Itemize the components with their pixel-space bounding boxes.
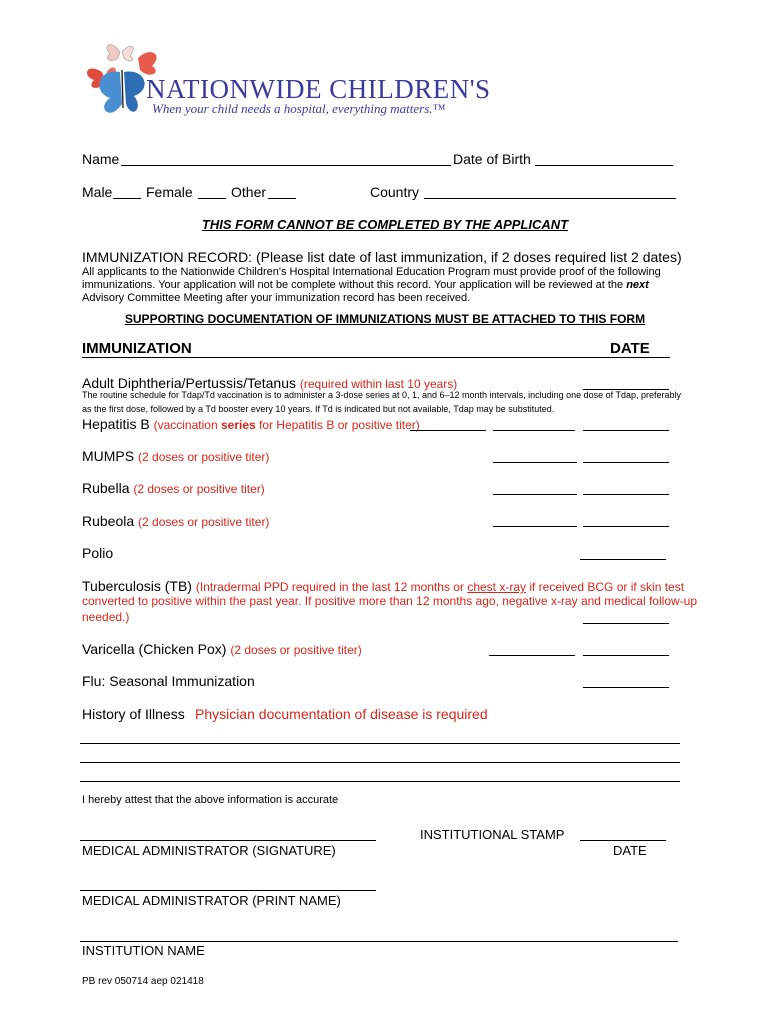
item-rubeola [82,513,269,529]
mumps-date-field-2[interactable] [583,462,669,463]
record-heading: IMMUNIZATION RECORD: (Please list date of last immunization, if 2 doses required list 2 dates) [82,249,682,265]
signature-label: MEDICAL ADMINISTRATOR (SIGNATURE) [82,843,336,858]
institutional-stamp-label: INSTITUTIONAL STAMP [420,827,565,842]
rubeola-note: (2 doses or positive titer) [138,515,270,529]
hepb-date-field-1[interactable] [410,430,486,431]
dob-field[interactable] [535,165,673,166]
tb-note-line-2: converted to positive within the past year. If positive more than 12 months ago, negative x-ray and medical follow-up [82,594,697,608]
item-hepatitis-b [82,416,420,432]
hepb-date-field-2[interactable] [493,430,575,431]
history-line-1[interactable] [80,743,680,744]
dpt-detail-1: The routine schedule for Tdap/Td vaccination is to administer a 3-dose series at 0, 1, and 6–12 month intervals, including one dose of Tdap, preferably [82,390,682,400]
tb-note-a: (Intradermal PPD required in the last 12 months or [195,580,468,594]
tb-note-chest-xray: chest x-ray [467,580,526,594]
supporting-notice: SUPPORTING DOCUMENTATION OF IMMUNIZATIONS MUST BE ATTACHED TO THIS FORM [124,312,646,326]
male-field[interactable] [113,198,141,199]
varicella-date-field-2[interactable] [583,655,669,656]
history-line-2[interactable] [80,762,680,763]
varicella-date-field-1[interactable] [489,655,575,656]
tb-note-line-3: needed.) [82,610,130,624]
signature-date-label: DATE [613,843,647,858]
signature-field[interactable] [80,840,376,841]
rubeola-date-field-2[interactable] [583,526,669,527]
rubella-note: (2 doses or positive titer) [133,482,265,496]
hepb-name: Hepatitis B [82,416,150,432]
rubella-name: Rubella [82,480,130,496]
varicella-name: Varicella (Chicken Pox) [82,641,227,657]
intro-paragraph [82,266,682,305]
dpt-name: Adult Diphtheria/Pertussis/Tetanus [82,375,296,391]
institution-name-label: INSTITUTION NAME [82,943,205,958]
rubeola-name: Rubeola [82,513,135,529]
item-history-of-illness: History of Illness [82,706,185,722]
signature-date-field[interactable] [580,840,666,841]
mumps-name: MUMPS [82,448,135,464]
name-label: Name [82,151,120,167]
hepb-note-c: for Hepatitis B or positive titer) [255,418,420,432]
item-dpt [82,375,457,391]
country-field[interactable] [424,198,676,199]
female-field[interactable] [198,198,226,199]
tb-name: Tuberculosis (TB) [82,578,192,594]
immunization-column-header: IMMUNIZATION [82,340,192,357]
history-note: Physician documentation of disease is required [195,706,488,722]
item-polio: Polio [82,545,114,561]
varicella-note: (2 doses or positive titer) [230,643,362,657]
print-name-field[interactable] [80,890,376,891]
mumps-date-field-1[interactable] [493,462,577,463]
female-label: Female [146,184,193,200]
hepb-note-series: series [220,418,256,432]
male-label: Male [82,184,113,200]
mumps-note: (2 doses or positive titer) [138,450,270,464]
header-rule [82,357,670,358]
tb-note-b: if received BCG or if skin test [526,580,685,594]
item-mumps [82,448,269,464]
item-rubella [82,480,265,496]
name-field[interactable] [121,165,451,166]
item-flu: Flu: Seasonal Immunization [82,673,255,689]
history-line-3[interactable] [80,781,680,782]
applicant-notice: THIS FORM CANNOT BE COMPLETED BY THE APPLICANT [201,217,569,232]
dob-label: Date of Birth [453,151,531,167]
attest-statement: I hereby attest that the above information is accurate [82,794,339,806]
dpt-detail-2: as the first dose, followed by a Td booster every 10 years. If Td is indicated but not available, Tdap may be substituted. [82,404,555,414]
hepb-date-field-3[interactable] [583,430,669,431]
intro-emphasis: next [626,279,649,291]
dpt-note: (required within last 10 years) [299,377,458,391]
institution-name-field[interactable] [80,941,678,942]
rubella-date-field-2[interactable] [583,494,669,495]
other-field[interactable] [268,198,296,199]
print-name-label: MEDICAL ADMINISTRATOR (PRINT NAME) [82,893,341,908]
rubella-date-field-1[interactable] [493,494,577,495]
tb-date-field[interactable] [583,623,669,624]
rubeola-date-field-1[interactable] [493,526,577,527]
logo-tagline: When your child needs a hospital, everything matters.™ [152,101,446,116]
intro-line-1: All applicants to the Nationwide Children's Hospital International Education Program must provide proof of the following [82,266,661,278]
intro-line-3: Advisory Committee Meeting after your immunization record has been received. [82,292,471,304]
revision-footer: PB rev 050714 aep 021418 [82,976,204,987]
date-column-header: DATE [610,340,650,357]
polio-date-field[interactable] [580,559,666,560]
intro-line-2: immunizations. Your application will not be complete without this record. Your application will be reviewed at the [82,279,624,291]
country-label: Country [370,184,420,200]
logo-name: NATIONWIDE CHILDREN'S [146,74,491,104]
item-tuberculosis [82,578,684,594]
other-label: Other [231,184,267,200]
item-varicella [82,641,362,657]
hepb-note-a: (vaccination [153,418,221,432]
flu-date-field[interactable] [583,687,669,688]
